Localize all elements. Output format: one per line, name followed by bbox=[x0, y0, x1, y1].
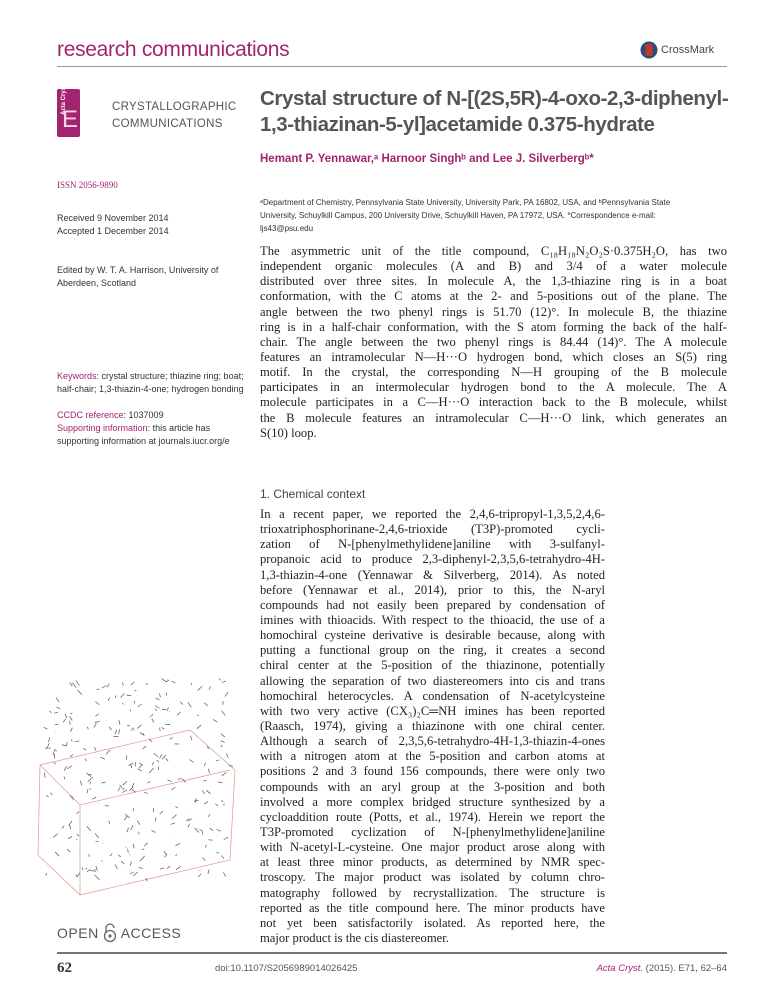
text-line: The asymmetric unit of the title compound, C₁₈H₁₈N₂O₂S·0.375H₂O, has two bbox=[260, 244, 727, 258]
bond-line bbox=[96, 841, 99, 842]
bond-line bbox=[87, 870, 90, 872]
bond-line bbox=[175, 806, 177, 807]
bond-line bbox=[221, 734, 225, 737]
bond-line bbox=[47, 743, 49, 748]
bond-line bbox=[54, 712, 58, 713]
bond-line bbox=[216, 760, 219, 761]
bond-line bbox=[53, 834, 58, 838]
bond-line bbox=[155, 706, 160, 709]
bond-line bbox=[206, 790, 210, 793]
text-line: zation of N-[phenylmethylidene]aniline with 3-sulfanyl- bbox=[260, 537, 605, 552]
text-line: compounds had not easily been prepared by condensation of bbox=[260, 597, 605, 612]
bond-line bbox=[205, 845, 206, 848]
text-line: the B molecule features an intramolecular C—H···O link, which generates an bbox=[260, 410, 727, 425]
authors: Hemant P. Yennawar,ᵃ Harnoor Singhᵇ and Lee J. Silverbergᵇ* bbox=[260, 153, 594, 165]
open-label: OPEN bbox=[57, 925, 99, 941]
bond-line bbox=[151, 830, 155, 832]
bond-line bbox=[110, 854, 112, 856]
bond-line bbox=[202, 858, 205, 861]
supporting-info-link[interactable]: Supporting information bbox=[57, 423, 148, 433]
crossmark-label: CrossMark bbox=[661, 44, 715, 56]
bond-line bbox=[95, 833, 99, 838]
logo-text bbox=[112, 99, 237, 133]
text-line: ring is in a half-chair conformation, with the S atom forming the back of the half- bbox=[260, 319, 727, 334]
bond-line bbox=[160, 754, 162, 758]
bond-line bbox=[109, 727, 112, 730]
bond-line bbox=[123, 781, 127, 785]
bond-line bbox=[123, 703, 124, 704]
crystal-packing-figure bbox=[30, 660, 245, 900]
supporting-info-text: : this article has bbox=[147, 423, 211, 433]
bond-line bbox=[194, 800, 199, 801]
title-line: Crystal structure of N-[(2S,5R)-4-oxo-2,3-diphenyl- bbox=[260, 87, 729, 110]
bond-line bbox=[70, 754, 73, 756]
bond-line bbox=[161, 678, 166, 681]
bond-line bbox=[50, 711, 52, 713]
bond-line bbox=[107, 684, 109, 688]
bond-line bbox=[209, 687, 211, 690]
bond-line bbox=[95, 875, 100, 880]
bond-line bbox=[128, 849, 129, 853]
bond-line bbox=[221, 741, 225, 743]
bond-line bbox=[130, 873, 134, 874]
bond-line bbox=[155, 709, 157, 711]
citation bbox=[597, 963, 727, 974]
bond-line bbox=[208, 769, 209, 773]
bond-line bbox=[224, 837, 228, 840]
abstract bbox=[260, 244, 727, 441]
bond-line bbox=[143, 746, 146, 749]
bond-line bbox=[177, 712, 181, 715]
bond-line bbox=[130, 861, 132, 865]
bond-line bbox=[90, 782, 91, 785]
bond-line bbox=[123, 788, 125, 790]
bond-line bbox=[219, 679, 221, 681]
bond-line bbox=[159, 693, 160, 697]
bond-line bbox=[150, 715, 153, 717]
bond-line bbox=[56, 697, 59, 701]
bond-line bbox=[198, 874, 201, 877]
bond-line bbox=[95, 714, 98, 716]
bond-line bbox=[96, 866, 97, 871]
bond-line bbox=[131, 825, 133, 830]
bond-line bbox=[216, 852, 218, 853]
bond-line bbox=[138, 832, 139, 835]
bond-line bbox=[76, 839, 77, 840]
open-lock-icon bbox=[103, 923, 117, 943]
bond-line bbox=[65, 714, 67, 718]
text-line: positions 2 and 3 found 156 compounds, there were only two bbox=[260, 764, 605, 779]
bond-line bbox=[222, 711, 226, 716]
received-date: Received 9 November 2014 bbox=[57, 213, 169, 223]
bond-line bbox=[218, 782, 223, 783]
bond-line bbox=[144, 843, 147, 847]
text-line: allowing the separation of two diastereomers into cis and trans bbox=[260, 673, 605, 688]
affiliation-line: University, Schuylkill Campus, 200 University Drive, Schuylkill Haven, PA 17972, USA. *Correspondence e-mail: bbox=[260, 211, 656, 220]
bond-line bbox=[68, 836, 72, 838]
citation-details: (2015). E71, 62–64 bbox=[643, 963, 727, 974]
bond-line bbox=[142, 849, 144, 850]
bond-line bbox=[156, 698, 160, 700]
text-line: T3P-promoted cyclization of N-[phenylmethylidene]aniline bbox=[260, 824, 605, 839]
bond-line bbox=[190, 736, 192, 740]
bond-line bbox=[121, 693, 125, 697]
text-line: 1,3-thiazin-4-one (Yennawar & Silverberg, 2014). As noted bbox=[260, 567, 605, 582]
body-text bbox=[260, 507, 605, 946]
bond-line bbox=[77, 873, 80, 877]
bond-line bbox=[160, 811, 163, 814]
text-line: trioxatriphosphorinane-2,4,6-trioxide (T3P)-promoted cycli- bbox=[260, 522, 605, 537]
bond-line bbox=[87, 826, 91, 831]
bond-line bbox=[204, 763, 205, 766]
bond-line bbox=[188, 702, 191, 707]
journal-section-title: research communications bbox=[57, 38, 290, 61]
access-label: ACCESS bbox=[120, 925, 182, 941]
text-line: participates in an intermolecular hydrogen bond to the A molecule. The A bbox=[260, 380, 727, 395]
bond-line bbox=[166, 758, 169, 761]
bond-line bbox=[102, 860, 103, 861]
bond-line bbox=[71, 739, 72, 741]
text-line: reported as the title compound here. The minor products have bbox=[260, 900, 605, 915]
bond-line bbox=[76, 812, 79, 814]
text-line: In a recent paper, we reported the 2,4,6-tripropyl-1,3,5,2,4,6- bbox=[260, 507, 605, 521]
references-box bbox=[57, 409, 257, 448]
journal-name: Acta Cryst. bbox=[596, 963, 644, 974]
logo-letter: E bbox=[62, 106, 79, 133]
affiliation-line: ᵃDepartment of Chemistry, Pennsylvania State University, University Park, PA 16802, USA, and ᵇPennsylvania State bbox=[260, 198, 671, 207]
bond-line bbox=[210, 828, 214, 831]
bond-line bbox=[160, 728, 161, 731]
bond-line bbox=[70, 728, 72, 732]
bond-line bbox=[106, 750, 110, 754]
bond-line bbox=[92, 797, 96, 799]
bond-line bbox=[176, 866, 181, 869]
bond-line bbox=[49, 738, 50, 742]
bond-line bbox=[178, 778, 181, 779]
text-line: conformation, with the C atoms at the 2- and 5-positions out of the plane. The bbox=[260, 289, 727, 304]
bond-line bbox=[197, 686, 202, 690]
doi[interactable]: doi:10.1107/S2056989014026425 bbox=[215, 963, 358, 974]
text-line: at least three minor products, as determined by NMR spec- bbox=[260, 855, 605, 870]
bond-line bbox=[126, 695, 131, 696]
text-line: matography followed by recrystallization. The structure is bbox=[260, 885, 605, 900]
bond-line bbox=[154, 753, 158, 757]
editor-line: Aberdeen, Scotland bbox=[57, 278, 137, 288]
ccdc-label: CCDC reference bbox=[57, 410, 124, 420]
bond-line bbox=[213, 719, 217, 722]
text-line: compounds with an aryl group at the 3-position and both bbox=[260, 779, 605, 794]
bond-line bbox=[204, 802, 208, 805]
bond-line bbox=[197, 725, 201, 728]
bond-line bbox=[149, 768, 153, 773]
bond-line bbox=[175, 843, 180, 846]
bond-line bbox=[46, 873, 47, 876]
text-line: chiral center at the 5-position of the thiazinone, potentially bbox=[260, 658, 605, 673]
bond-line bbox=[137, 725, 141, 729]
text-line: putting a functional group on the ring, it creates a second bbox=[260, 643, 605, 658]
bond-line bbox=[152, 762, 154, 765]
bond-line bbox=[50, 793, 52, 795]
footer-rule bbox=[57, 952, 727, 954]
keywords-label: Keywords bbox=[57, 371, 97, 381]
bond-line bbox=[222, 772, 227, 776]
bond-line bbox=[172, 815, 176, 819]
text-line: propanoic acid to produce 2,3-diphenyl-2,3,5,6-tetrahydro-4H- bbox=[260, 552, 605, 567]
text-line: features an intramolecular N—H···O hydrogen bond, which closes an S(5) ring bbox=[260, 349, 727, 364]
text-line: major product is the cis diastereomer. bbox=[260, 930, 449, 945]
keywords-text: half-chair; 1,3-thiazin-4-one; hydrogen bonding bbox=[57, 384, 244, 394]
bond-line bbox=[228, 765, 233, 766]
bond-line bbox=[132, 783, 134, 787]
bond-line bbox=[155, 817, 156, 821]
page-number: 62 bbox=[57, 960, 72, 976]
text-line: imines with thioacids. With respect to the thioacid, the use of a bbox=[260, 612, 605, 627]
bond-line bbox=[197, 715, 199, 716]
bond-line bbox=[122, 682, 123, 685]
bond-line bbox=[202, 830, 203, 834]
bond-line bbox=[139, 763, 142, 766]
bond-line bbox=[133, 844, 134, 848]
bond-line bbox=[78, 690, 82, 695]
bond-line bbox=[70, 683, 72, 687]
bond-line bbox=[109, 821, 110, 824]
bond-line bbox=[67, 849, 70, 852]
bond-line bbox=[124, 816, 127, 820]
bond-line bbox=[67, 766, 72, 769]
bond-line bbox=[44, 727, 48, 729]
bond-line bbox=[180, 702, 183, 705]
bond-line bbox=[162, 755, 165, 759]
keywords-text: : crystal structure; thiazine ring; boat; bbox=[96, 371, 244, 381]
bond-line bbox=[46, 796, 49, 797]
text-line: before (Yennawar et al., 2014), prior to this, the N-aryl bbox=[260, 582, 605, 597]
text-line: with a nitrogen atom at the 5-position and carbon atoms at bbox=[260, 749, 605, 764]
bond-line bbox=[64, 766, 67, 770]
bond-line bbox=[131, 682, 134, 685]
affiliations bbox=[260, 196, 730, 235]
bond-line bbox=[223, 872, 225, 876]
bond-line bbox=[66, 742, 67, 746]
text-line: (Raasch, 1974), giving a thiazinone with one chiral center. bbox=[260, 718, 605, 733]
text-line: angle between the two phenyl rings is 51.70 (12)°. In molecule B, the thiazine bbox=[260, 304, 727, 319]
bond-line bbox=[101, 782, 105, 783]
bond-line bbox=[118, 788, 119, 791]
section-heading: 1. Chemical context bbox=[260, 487, 366, 501]
open-access-badge bbox=[57, 923, 181, 943]
bond-line bbox=[95, 721, 100, 723]
bond-line bbox=[62, 826, 64, 829]
bond-line bbox=[101, 757, 105, 759]
article-title bbox=[260, 86, 728, 138]
bond-line bbox=[76, 681, 79, 686]
text-line: with two very active (CX₃)₂C═NH imines has been reported bbox=[260, 703, 605, 718]
header-rule bbox=[57, 66, 727, 67]
bond-line bbox=[115, 864, 118, 868]
bond-line bbox=[72, 683, 76, 688]
bond-line bbox=[95, 702, 99, 705]
bond-line bbox=[115, 730, 117, 734]
bond-line bbox=[102, 686, 106, 688]
bond-line bbox=[86, 868, 87, 869]
title-line: 1,3-thiazinan-5-yl]acetamide 0.375-hydrate bbox=[260, 113, 655, 136]
bond-line bbox=[202, 790, 204, 793]
bond-line bbox=[140, 856, 145, 861]
correspondence-email[interactable]: ljs43@psu.edu bbox=[260, 224, 314, 233]
bond-line bbox=[125, 814, 130, 818]
bond-line bbox=[89, 870, 94, 871]
bond-line bbox=[144, 792, 148, 793]
bond-line bbox=[69, 821, 73, 826]
bond-line bbox=[121, 861, 124, 864]
bond-line bbox=[167, 780, 171, 782]
ccdc-value: : 1037009 bbox=[123, 410, 164, 420]
text-line: independent organic molecules (A and B) and 3/4 of a water molecule bbox=[260, 259, 727, 274]
bond-line bbox=[171, 823, 175, 825]
bond-line bbox=[70, 825, 71, 830]
bond-line bbox=[138, 769, 142, 771]
logo-line: COMMUNICATIONS bbox=[112, 118, 223, 130]
bond-line bbox=[87, 727, 88, 729]
bond-line bbox=[166, 681, 169, 682]
bond-line bbox=[69, 716, 72, 720]
bond-line bbox=[137, 821, 140, 825]
bond-line bbox=[118, 855, 120, 857]
logo-vertical-text: Acta Cryst bbox=[61, 84, 68, 116]
bond-line bbox=[119, 729, 120, 734]
bond-line bbox=[139, 867, 143, 868]
crossmark-icon bbox=[640, 40, 658, 60]
bond-line bbox=[157, 760, 160, 762]
bond-line bbox=[160, 868, 164, 869]
bond-line bbox=[94, 724, 96, 728]
bond-line bbox=[108, 698, 110, 701]
bond-line bbox=[62, 745, 66, 746]
crossmark-badge[interactable] bbox=[640, 40, 714, 60]
text-line: S(10) loop. bbox=[260, 425, 317, 440]
journal-logo bbox=[57, 84, 80, 137]
text-line: not yet been satisfactorily isolated. As reported here, the bbox=[260, 915, 605, 930]
text-line: homochiral cysteine derivative is desirable because, along with bbox=[260, 628, 605, 643]
bond-line bbox=[133, 872, 137, 876]
bond-line bbox=[203, 780, 206, 781]
bond-line bbox=[167, 866, 170, 869]
bond-line bbox=[164, 851, 167, 855]
bond-line bbox=[175, 854, 176, 856]
accepted-date: Accepted 1 December 2014 bbox=[57, 226, 169, 236]
bond-line bbox=[131, 728, 134, 730]
unit-cell-outline bbox=[38, 730, 235, 895]
supporting-info-text: supporting information at journals.iucr.org/e bbox=[57, 436, 230, 446]
editor bbox=[57, 264, 237, 290]
bond-line bbox=[171, 787, 175, 790]
bond-line bbox=[200, 829, 202, 830]
bond-line bbox=[189, 760, 193, 763]
bond-line bbox=[82, 867, 83, 870]
bond-line bbox=[220, 746, 222, 747]
bond-line bbox=[120, 785, 123, 789]
bond-line bbox=[131, 765, 132, 769]
text-line: cycloaddition route (Potts, et al., 1974). Herein we report the bbox=[260, 809, 605, 824]
text-line: troscopy. The major product was isolated by column chro- bbox=[260, 870, 605, 885]
text-line: involved a more complex bridged structure synthesized by a bbox=[260, 794, 605, 809]
bond-line bbox=[127, 828, 129, 832]
bond-line bbox=[138, 704, 142, 707]
bond-line bbox=[146, 683, 148, 684]
bond-line bbox=[172, 681, 176, 683]
bond-line bbox=[88, 777, 93, 782]
text-line: Although a search of 2,3,5,6-tetrahydro-4H-1,3-thiazin-4-ones bbox=[260, 734, 605, 749]
bond-line bbox=[85, 759, 87, 761]
bond-line bbox=[225, 692, 228, 696]
bond-line bbox=[148, 782, 151, 783]
bond-line bbox=[105, 806, 109, 807]
bond-line bbox=[63, 719, 66, 723]
text-line: chair. The angle between the two phenyl rings is 84.44 (14)°. The A molecule bbox=[260, 334, 727, 349]
bond-line bbox=[76, 874, 77, 877]
text-line: distributed over three sites. In molecule A, the 1,3-thiazine ring is in a boat bbox=[260, 274, 727, 289]
text-line: with N-acetyl-L-cysteine. One major product arose along with bbox=[260, 840, 605, 855]
bond-line bbox=[222, 681, 226, 682]
bond-line bbox=[80, 781, 82, 786]
bond-line bbox=[221, 800, 223, 802]
bond-line bbox=[132, 790, 136, 793]
bond-line bbox=[55, 852, 59, 856]
bond-line bbox=[167, 708, 169, 711]
bond-line bbox=[170, 738, 173, 740]
dates bbox=[57, 212, 237, 238]
bond-line bbox=[77, 834, 80, 836]
bond-line bbox=[127, 725, 130, 726]
bond-line bbox=[57, 707, 61, 709]
bond-line bbox=[75, 741, 80, 742]
logo-line: CRYSTALLOGRAPHIC bbox=[112, 101, 237, 113]
text-line: homochiral heterocycles. A condensation of N-acetylcysteine bbox=[260, 688, 605, 703]
bond-line bbox=[94, 747, 96, 750]
bond-line bbox=[152, 718, 154, 722]
bond-line bbox=[83, 748, 86, 750]
bond-line bbox=[95, 869, 96, 872]
bond-line bbox=[226, 753, 228, 757]
text-line: molecule participates in a C—H···O interaction back to the B molecule, whilst bbox=[260, 395, 727, 410]
bond-line bbox=[161, 727, 164, 729]
bond-line bbox=[208, 870, 209, 874]
bond-line bbox=[54, 762, 56, 763]
bond-line bbox=[188, 824, 190, 828]
bond-line bbox=[217, 829, 221, 831]
bond-line bbox=[122, 790, 127, 793]
bond-line bbox=[119, 720, 120, 725]
bond-line bbox=[215, 804, 218, 806]
bond-line bbox=[208, 814, 209, 816]
editor-line: Edited by W. T. A. Harrison, University of bbox=[57, 265, 219, 275]
keywords bbox=[57, 370, 257, 396]
issn: ISSN 2056-9890 bbox=[57, 180, 118, 190]
bond-line bbox=[221, 855, 224, 858]
bond-line bbox=[87, 789, 88, 793]
bond-line bbox=[204, 703, 208, 706]
text-line: motif. In the crystal, the corresponding N—H grouping of the B molecule bbox=[260, 365, 727, 380]
bond-line bbox=[50, 747, 51, 749]
bond-line bbox=[64, 777, 65, 780]
bond-line bbox=[70, 795, 74, 799]
